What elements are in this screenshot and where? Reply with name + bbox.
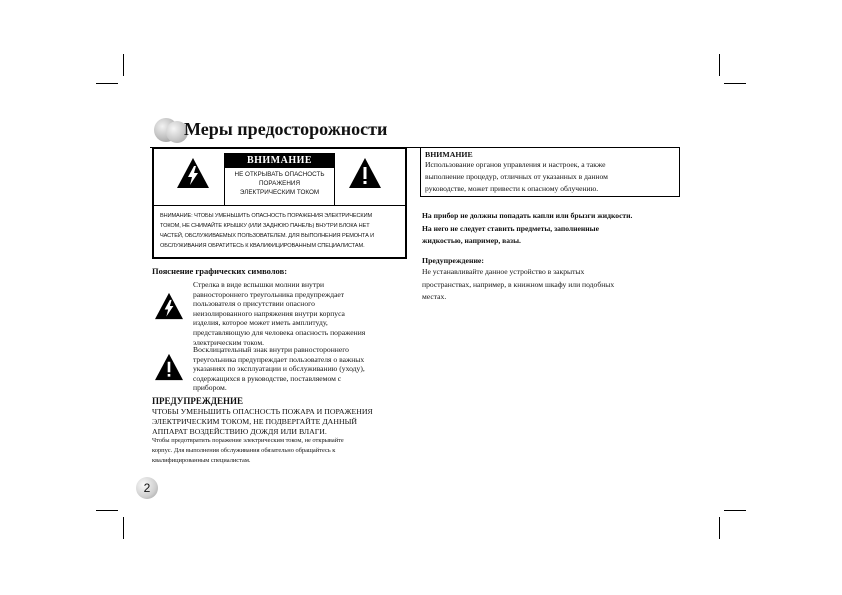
exclamation-triangle-icon xyxy=(348,157,382,189)
text-line: указаниях по эксплуатации и обслуживанию (уходу), xyxy=(193,364,365,374)
text-line: Чтобы предотвратить поражение электрическим током, не открывайте xyxy=(152,437,344,444)
lightning-triangle-icon xyxy=(176,157,210,189)
text-line: пользователя о присутствии опасного xyxy=(193,299,315,309)
laser-warning-heading: ВНИМАНИЕ xyxy=(425,150,473,159)
warning-label xyxy=(152,147,407,259)
warning-caps-text xyxy=(152,407,412,437)
text-line: корпус. Для выполнения обслуживания обязательно обращайтесь к xyxy=(152,447,336,454)
crop-mark xyxy=(96,83,118,84)
crop-mark xyxy=(96,510,118,511)
text-line: На него не следует ставить предметы, заполненные xyxy=(422,223,599,233)
lightning-explanation xyxy=(193,280,408,347)
warning-small-text xyxy=(152,436,412,466)
warning-heading: ПРЕДУПРЕЖДЕНИЕ xyxy=(152,396,244,406)
crop-mark xyxy=(123,54,124,76)
laser-warning-text xyxy=(425,159,675,195)
page-number: 2 xyxy=(136,477,158,499)
warning-body-line: ОБСЛУЖИВАНИЯ ОБРАТИТЕСЬ К КВАЛИФИЦИРОВАННЫМ СПЕЦИАЛИСТАМ. xyxy=(160,243,365,249)
warning-body xyxy=(160,211,400,251)
symbols-heading: Пояснение графических символов: xyxy=(152,266,288,276)
warning-subtitle-line: ЭЛЕКТРИЧЕСКИМ ТОКОМ xyxy=(239,189,320,196)
text-line: АППАРАТ ВОЗДЕЙСТВИЮ ДОЖДЯ ИЛИ ВЛАГИ. xyxy=(152,427,327,436)
page-title-bar xyxy=(150,117,680,148)
exclamation-explanation xyxy=(193,345,408,393)
warning-header: ВНИМАНИЕ xyxy=(225,154,334,168)
crop-mark xyxy=(719,54,720,76)
caution-heading: Предупреждение: xyxy=(422,256,484,265)
warning-label-top xyxy=(154,149,405,206)
text-line: равностороннего треугольника предупреждает xyxy=(193,289,345,299)
warning-body-line: ТОКОМ, НЕ СНИМАЙТЕ КРЫШКУ (ИЛИ ЗАДНЮЮ ПАНЕЛЬ) ВНУТРИ БЛОКА НЕТ xyxy=(160,223,370,229)
warning-subtitle xyxy=(225,168,334,197)
warning-subtitle-line: ПОРАЖЕНИЯ xyxy=(258,180,301,187)
warning-label-center xyxy=(224,153,335,205)
text-line: Восклицательный знак внутри равностороннего xyxy=(193,345,349,354)
text-line: представляющую для человека опасность поражения xyxy=(193,327,366,337)
text-line: выполнение процедур, отличных от указанных в данном xyxy=(425,172,608,181)
text-line: квалифицированным специалистам. xyxy=(152,457,251,464)
crop-mark xyxy=(123,517,124,539)
text-line: Не устанавливайте данное устройство в закрытых xyxy=(422,267,585,276)
laser-warning-box xyxy=(420,147,680,197)
text-line: местах. xyxy=(422,292,447,301)
text-line: ЭЛЕКТРИЧЕСКИМ ТОКОМ, НЕ ПОДВЕРГАЙТЕ ДАННЫЙ xyxy=(152,417,358,426)
page-title: Меры предосторожности xyxy=(184,119,388,139)
caution-text xyxy=(422,266,684,304)
text-line: Использование органов управления и настроек, а также xyxy=(425,160,606,169)
text-line: неизолированного напряжения внутри корпуса xyxy=(193,308,345,318)
text-line: жидкостью, например, вазы. xyxy=(422,236,521,245)
text-line: содержащихся в руководстве, поставляемом с xyxy=(193,373,342,383)
crop-mark xyxy=(724,510,746,511)
text-line: руководстве, может привести к опасному облучению. xyxy=(425,184,599,193)
text-line: пространствах, например, в книжном шкафу или подобных xyxy=(422,279,615,289)
text-line: треугольника предупреждает пользователя о важных xyxy=(193,354,365,364)
crop-mark xyxy=(719,517,720,539)
lightning-triangle-icon xyxy=(154,292,184,320)
text-line: изделия, которое может иметь амплитуду, xyxy=(193,318,328,328)
text-line: Стрелка в виде вспышки молнии внутри xyxy=(193,280,325,289)
crop-mark xyxy=(724,83,746,84)
text-line: электрическим током. xyxy=(193,337,265,347)
warning-body-line: ВНИМАНИЕ: ЧТОБЫ УМЕНЬШИТЬ ОПАСНОСТЬ ПОРАЖЕНИЯ ЭЛЕКТРИЧЕСКИМ xyxy=(160,213,373,219)
text-line: прибором. xyxy=(193,383,227,393)
liquid-notice xyxy=(422,210,684,248)
text-line: На прибор не должны попадать капли или брызги жидкости. xyxy=(422,211,633,220)
warning-subtitle-line: НЕ ОТКРЫВАТЬ ОПАСНОСТЬ xyxy=(234,171,325,178)
warning-body-line: ЧАСТЕЙ, ОБСЛУЖИВАЕМЫХ ПОЛЬЗОВАТЕЛЕМ. ДЛЯ ВЫПОЛНЕНИЯ РЕМОНТА И xyxy=(160,233,375,239)
text-line: ЧТОБЫ УМЕНЬШИТЬ ОПАСНОСТЬ ПОЖАРА И ПОРАЖЕНИЯ xyxy=(152,407,373,416)
exclamation-triangle-icon xyxy=(154,353,184,381)
